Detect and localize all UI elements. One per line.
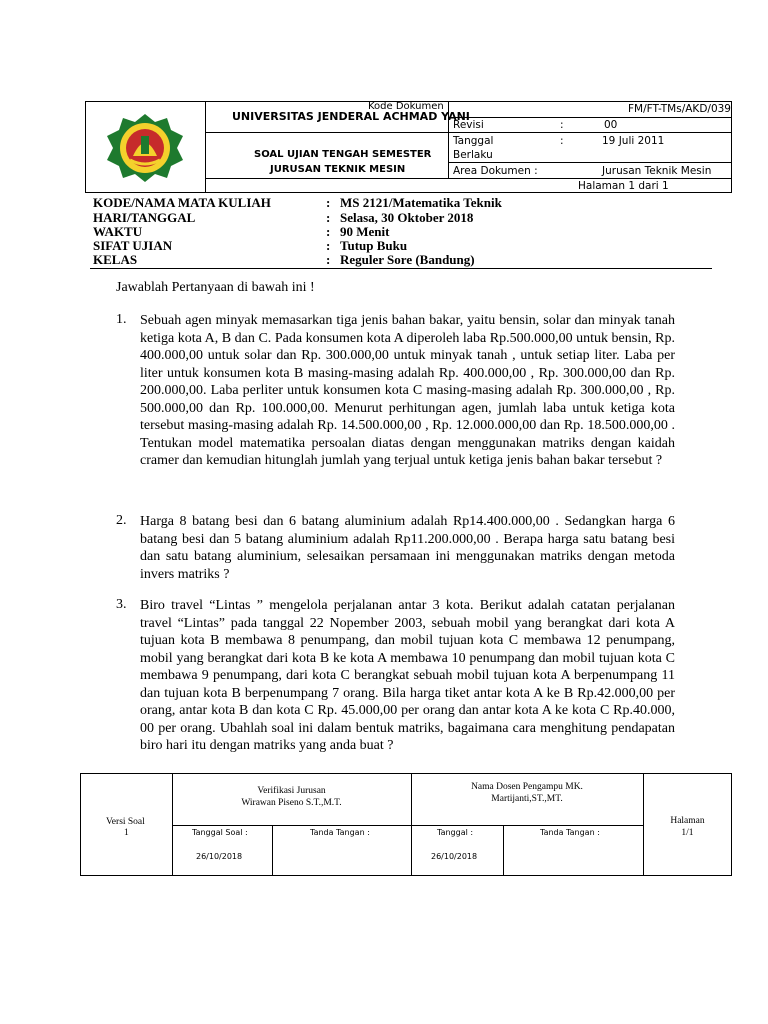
question-1-number: 1.: [116, 312, 127, 327]
doc-type-title: SOAL UJIAN TENGAH SEMESTER: [254, 149, 432, 160]
question-2-text: Harga 8 batang besi dan 6 batang aluminium adalah Rp14.400.000,00 . Sedangkan harga 6 batang besi dan 5 batang aluminium adalah Rp11.200.000,00 . Berapa harga satu batang besi dan satu batang aluminium, selesaikan persamaan ini menggunakan matriks dengan metoda invers matriks ?: [140, 514, 675, 582]
question-3-number: 3.: [116, 597, 127, 612]
info-colon: :: [326, 195, 331, 210]
header-row-divider: [448, 117, 732, 118]
halaman-footer-value: 1/1: [681, 828, 694, 838]
footer-divider: [503, 825, 504, 876]
tanda-tangan-label-2: Tanda Tangan :: [540, 828, 600, 837]
kode-dokumen-label: Kode Dokumen: [368, 101, 444, 112]
instruction-text: Jawablah Pertanyaan di bawah ini !: [116, 280, 315, 295]
info-label: WAKTU: [93, 224, 143, 239]
tanda-tangan-label-1: Tanda Tangan :: [310, 828, 370, 837]
halaman-footer-label: Halaman: [670, 816, 705, 826]
info-label: SIFAT UJIAN: [93, 238, 173, 253]
university-logo: [103, 112, 187, 184]
tanggal-berlaku-label-1: Tanggal: [453, 135, 494, 147]
header-row-divider: [448, 132, 732, 133]
info-separator: [90, 268, 712, 269]
info-colon: :: [326, 252, 331, 267]
tanggal-soal-label: Tanggal Soal :: [192, 828, 248, 837]
area-dokumen-value: Jurusan Teknik Mesin: [602, 165, 712, 177]
info-value: MS 2121/Matematika Teknik: [340, 195, 502, 210]
info-value: 90 Menit: [340, 224, 390, 239]
dosen-name: Martijanti,ST.,MT.: [491, 794, 563, 804]
footer-divider: [272, 825, 273, 876]
info-value: Selasa, 30 Oktober 2018: [340, 210, 474, 225]
tanggal-colon: :: [560, 135, 564, 147]
versi-soal-label: Versi Soal: [106, 817, 145, 827]
dosen-label: Nama Dosen Pengampu MK.: [471, 782, 583, 792]
footer-divider: [172, 825, 643, 826]
verifikasi-label: Verifikasi Jurusan: [257, 786, 326, 796]
tanggal-berlaku-value: 19 Juli 2011: [602, 135, 665, 147]
header-divider-logo: [205, 101, 206, 193]
tanggal-value: 26/10/2018: [431, 852, 478, 861]
versi-soal-value: 1: [124, 828, 129, 838]
revisi-value: 00: [604, 119, 618, 131]
verifikasi-name: Wirawan Piseno S.T.,M.T.: [241, 798, 342, 808]
info-label: KELAS: [93, 252, 138, 267]
revisi-colon: :: [560, 119, 564, 131]
question-3-text: Biro travel “Lintas ” mengelola perjalanan antar 3 kota. Berikut adalah catatan perjalanan travel “Lintas” pada tanggal 22 Nopember 2003, sebuah mobil yang berangkat dari kota A tujuan kota B membawa 8 penumpang, dan mobil tujuan kota C membawa 12 penumpang, mobil yang berangkat dari kota B ke kota A membawa 10 penumpang dan mobil tujuan kota C membawa 9 penumpang, dari kota C berangkat sebuah mobil tujuan kota A berpenumpang 11 dan tujuan kota B berpenumpang 7 orang. Bila harga tiket antar kota A ke B Rp.42.000,00 per orang, antar kota B dan kota C Rp. 45.000,00 per orang dan antar kota A ke kota C Rp.40.000, 00 per orang. Ubahlah soal ini dalam bentuk matriks, bagaimana cara menghitung pendapatan biro hari itu dengan matriks yang anda buat ?: [140, 598, 675, 754]
kode-dokumen-value: FM/FT-TMs/AKD/039: [628, 103, 731, 115]
tanggal-label: Tanggal :: [437, 828, 474, 837]
header-divider-bottom: [205, 178, 732, 179]
tanggal-berlaku-label-2: Berlaku: [453, 149, 493, 161]
info-label: HARI/TANGGAL: [93, 210, 196, 225]
university-logo-icon: [103, 112, 187, 184]
info-value: Reguler Sore (Bandung): [340, 252, 475, 267]
header-divider-title: [205, 132, 448, 133]
tanggal-soal-value: 26/10/2018: [196, 852, 243, 861]
info-colon: :: [326, 210, 331, 225]
area-dokumen-label: Area Dokumen :: [453, 165, 538, 177]
info-value: Tutup Buku: [340, 238, 408, 253]
info-label: KODE/NAMA MATA KULIAH: [93, 195, 271, 210]
halaman-info: Halaman 1 dari 1: [578, 180, 669, 192]
university-name: UNIVERSITAS JENDERAL ACHMAD YANI: [232, 110, 470, 123]
info-colon: :: [326, 238, 331, 253]
question-2-number: 2.: [116, 513, 127, 528]
revisi-label: Revisi: [453, 119, 484, 131]
department-title: JURUSAN TEKNIK MESIN: [270, 164, 406, 175]
question-1-text: Sebuah agen minyak memasarkan tiga jenis bahan bakar, yaitu bensin, solar dan minyak tanah ketiga kota A, B dan C. Pada konsumen kota A diperoleh laba Rp.500.000,00 untuk bensin, Rp. 400.000,00 untuk solar dan Rp. 300.000,00 untuk minyak tanah , untuk setiap liter. Laba per liter untuk konsumen kota B masing-masing adalah Rp. 400.000,00 , Rp. 300.000,00 dan Rp. 200.000,00. Laba perliter untuk konsumen kota C masing-masing adalah Rp. 300.000,00 , Rp. 500.000,00 dan Rp. 100.000,00. Menurut perhitungan agen, jumlah laba untuk ketiga kota tersebut masing-masing adalah Rp. 14.500.000,00 , Rp. 12.000.000,00 dan Rp. 18.500.000,00 . Tentukan model matematika persoalan diatas dengan menggunakan matriks dengan kaidah cramer dan kemudian hitunglah jumlah yang terjual untuk ketiga jenis bahan bakar tersebut ?: [140, 313, 675, 469]
info-colon: :: [326, 224, 331, 239]
header-row-divider: [448, 162, 732, 163]
